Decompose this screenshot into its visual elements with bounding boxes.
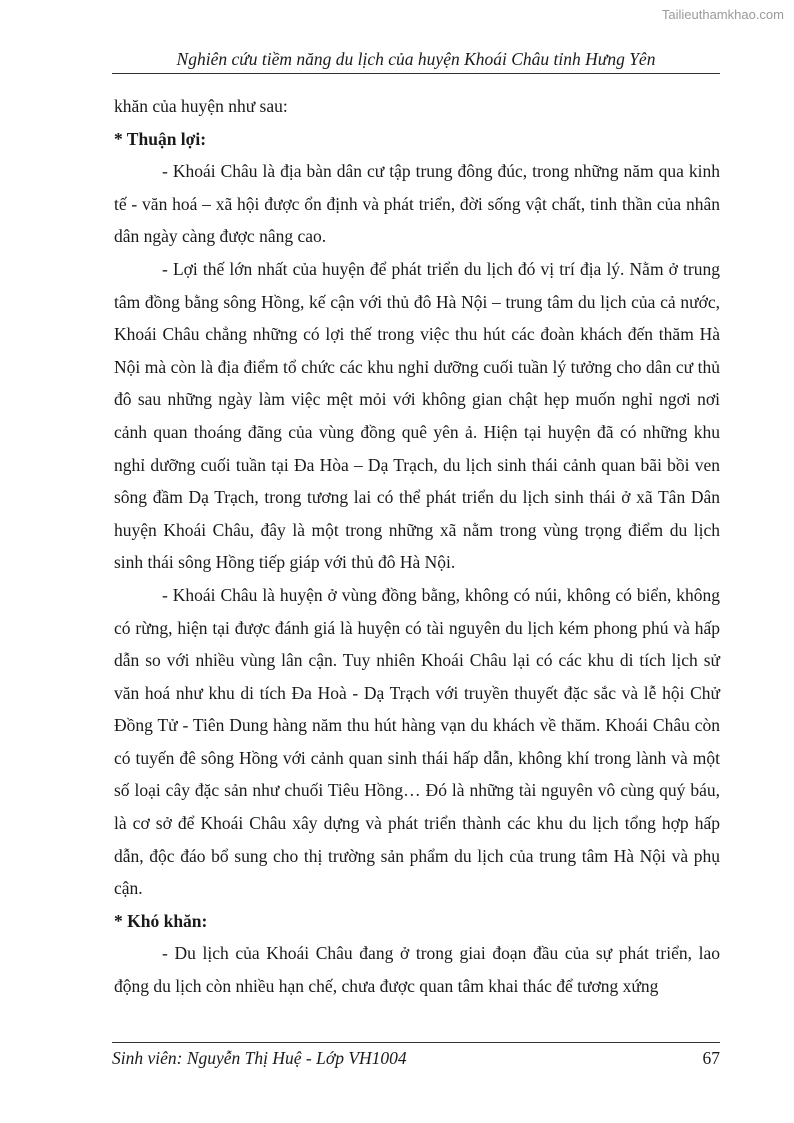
advantage-paragraph-2: - Lợi thế lớn nhất của huyện để phát triển du lịch đó vị trí địa lý. Nằm ở trung tâm đồng bằng sông Hồng, kế cận với thủ đô Hà Nội – trung tâm du lịch của cả nước, Khoái Châu chẳng những có lợi thế trong việc thu hút các đoàn khách đến thăm Hà Nội mà còn là địa điểm tổ chức các khu nghỉ dưỡng cuối tuần lý tưởng cho dân cư thủ đô sau những ngày làm việc mệt mỏi với không gian chật hẹp muốn nghỉ ngơi nơi cảnh quan thoáng đãng của vùng đồng quê yên ả. Hiện tại huyện đã có những khu nghỉ dưỡng cuối tuần tại Đa Hòa – Dạ Trạch, du lịch sinh thái cảnh quan bãi bồi ven sông đầm Dạ Trạch, trong tương lai có thể phát triển du lịch sinh thái ở xã Tân Dân huyện Khoái Châu, đây là một trong những xã nằm trong vùng trọng điểm du lịch sinh thái sông Hồng tiếp giáp với thủ đô Hà Nội. — [114, 258, 720, 573]
difficulty-paragraph-1: - Du lịch của Khoái Châu đang ở trong giai đoạn đầu của sự phát triển, lao động du lịch còn nhiều hạn chế, chưa được quan tâm khai thác để tương xứng — [114, 943, 720, 997]
page-header: Nghiên cứu tiềm năng du lịch của huyện Khoái Châu tỉnh Hưng Yên — [112, 48, 720, 74]
intro-line: khăn của huyện như sau: — [114, 96, 288, 116]
difficulties-heading: * Khó khăn: — [114, 910, 208, 931]
page-number: 67 — [702, 1048, 720, 1068]
advantage-paragraph-1: - Khoái Châu là địa bàn dân cư tập trung đông đúc, trong những năm qua kinh tế - văn hoá – xã hội được ổn định và phát triển, đời sống vật chất, tinh thần của nhân dân ngày càng được nâng cao. — [114, 161, 720, 247]
page-footer — [112, 1042, 720, 1069]
footer-author: Sinh viên: Nguyễn Thị Huệ - Lớp VH1004 — [112, 1048, 407, 1068]
advantages-heading: * Thuận lợi: — [114, 128, 207, 149]
document-body — [114, 90, 720, 1003]
watermark: Tailieuthamkhao.com — [661, 7, 784, 22]
advantage-paragraph-3: - Khoái Châu là huyện ở vùng đồng bằng, không có núi, không có biển, không có rừng, hiện tại được đánh giá là huyện có tài nguyên du lịch kém phong phú và hấp dẫn so với nhiều vùng lân cận. Tuy nhiên Khoái Châu lại có các khu di tích lịch sử văn hoá như khu di tích Đa Hoà - Dạ Trạch với truyền thuyết đặc sắc và lễ hội Chử Đồng Tử - Tiên Dung hàng năm thu hút hàng vạn du khách về thăm. Khoái Châu còn có tuyến đê sông Hồng với cảnh quan sinh thái hấp dẫn, không khí trong lành và một số loại cây đặc sản như chuối Tiêu Hồng… Đó là những tài nguyên vô cùng quý báu, là cơ sở để Khoái Châu xây dựng và phát triển thành các khu du lịch tổng hợp hấp dẫn, độc đáo bổ sung cho thị trường sản phẩm du lịch của trung tâm Hà Nội và phụ cận. — [114, 584, 720, 899]
